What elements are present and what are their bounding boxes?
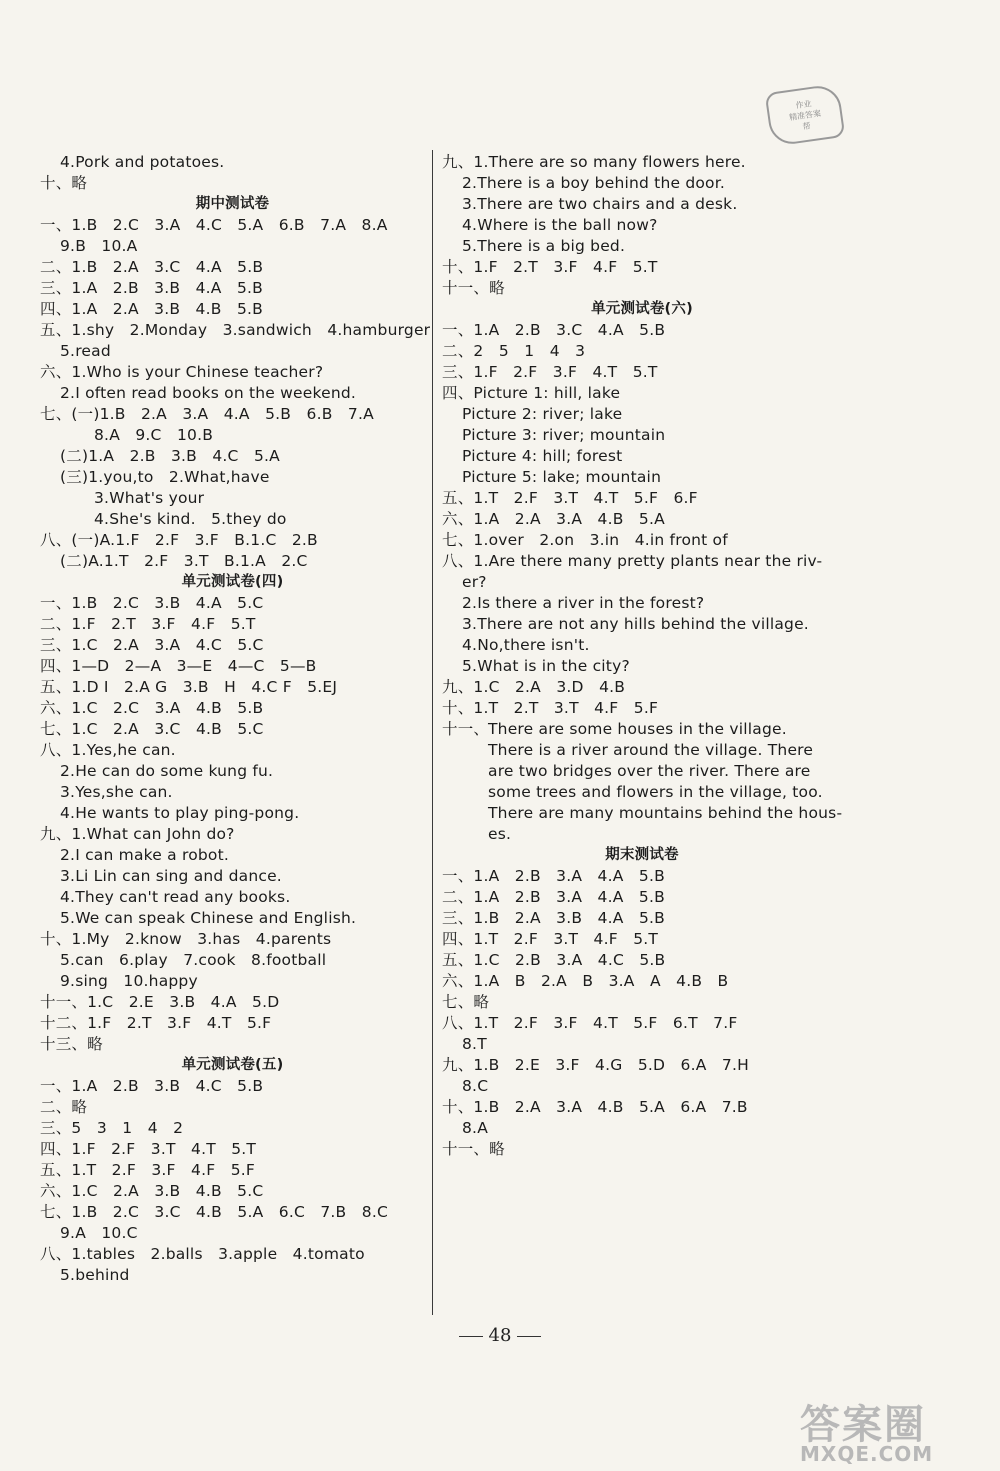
answer-line: 5.What is in the city? <box>462 657 630 675</box>
stamp-line-2: 精准答案 <box>788 108 822 122</box>
answer-line: 一、1.A 2.B 3.B 4.C 5.B <box>40 1077 264 1095</box>
answer-line: 五、1.shy 2.Monday 3.sandwich 4.hamburger <box>40 321 431 339</box>
section-title: 单元测试卷(四) <box>181 574 284 590</box>
answer-line: 十、1.T 2.T 3.T 4.F 5.F <box>442 699 659 717</box>
answer-line: 十、1.F 2.T 3.F 4.F 5.T <box>442 258 658 276</box>
answer-line: Picture 3: river; mountain <box>462 426 666 444</box>
dash-left <box>459 1336 483 1337</box>
answer-line: 5.behind <box>60 1266 130 1284</box>
answer-line: 三、1.B 2.A 3.B 4.A 5.B <box>442 909 665 927</box>
answer-line: 4.She's kind. 5.they do <box>94 510 287 528</box>
answer-line: 八、1.T 2.F 3.F 4.T 5.F 6.T 7.F <box>442 1014 738 1032</box>
essay-line: are two bridges over the river. There are <box>488 762 811 780</box>
answer-line: 4.He wants to play ping-pong. <box>60 804 300 822</box>
answer-line: Picture 4: hill; forest <box>462 447 623 465</box>
answer-line: 5.We can speak Chinese and English. <box>60 909 357 927</box>
answer-line: 三、1.C 2.A 3.A 4.C 5.C <box>40 636 264 654</box>
answer-line: 2.There is a boy behind the door. <box>462 174 726 192</box>
answer-line: 八、(一)A.1.F 2.F 3.F B.1.C 2.B <box>40 531 318 549</box>
essay-line: There is a river around the village. There <box>488 741 814 759</box>
answer-line: 六、1.A B 2.A B 3.A A 4.B B <box>442 972 729 990</box>
answer-line: 5.read <box>60 342 111 360</box>
essay-label: 十一、 <box>442 720 490 738</box>
answer-line: 二、1.B 2.A 3.C 4.A 5.B <box>40 258 264 276</box>
section-title: 单元测试卷(五) <box>181 1057 284 1073</box>
answer-line: 十三、略 <box>40 1035 103 1053</box>
answer-line: 二、1.F 2.T 3.F 4.F 5.T <box>40 615 256 633</box>
answer-line: 三、1.F 2.F 3.F 4.T 5.T <box>442 363 658 381</box>
answer-line: 五、1.C 2.B 3.A 4.C 5.B <box>442 951 666 969</box>
answer-line: 七、1.B 2.C 3.C 4.B 5.A 6.C 7.B 8.C <box>40 1203 388 1221</box>
answer-line: 3.Li Lin can sing and dance. <box>60 867 282 885</box>
section-title: 期末测试卷 <box>605 847 679 863</box>
answer-line: (二)1.A 2.B 3.B 4.C 5.A <box>60 447 280 465</box>
answer-line: 八、1.tables 2.balls 3.apple 4.tomato <box>40 1245 365 1263</box>
answer-line: 十、1.B 2.A 3.A 4.B 5.A 6.A 7.B <box>442 1098 748 1116</box>
answer-line: 十一、略 <box>442 279 505 297</box>
essay-line: es. <box>488 825 512 843</box>
answer-line: 十、1.My 2.know 3.has 4.parents <box>40 930 332 948</box>
answer-line: 十二、1.F 2.T 3.F 4.T 5.F <box>40 1014 272 1032</box>
answer-line: 一、1.A 2.B 3.A 4.A 5.B <box>442 867 665 885</box>
answer-line: 七、1.C 2.A 3.C 4.B 5.C <box>40 720 264 738</box>
corner-stamp-logo <box>765 83 846 147</box>
answer-line: (三)1.you,to 2.What,have <box>60 468 270 486</box>
answer-line: 2.I often read books on the weekend. <box>60 384 357 402</box>
answer-line: er? <box>462 573 487 591</box>
answer-line: 4.They can't read any books. <box>60 888 291 906</box>
answer-line: 8.T <box>462 1035 487 1053</box>
answer-line: 四、1—D 2—A 3—E 4—C 5—B <box>40 657 317 675</box>
answer-line: 九、1.B 2.E 3.F 4.G 5.D 6.A 7.H <box>442 1056 749 1074</box>
answer-line: 三、5 3 1 4 2 <box>40 1119 184 1137</box>
answer-line: 5.There is a big bed. <box>462 237 626 255</box>
left-column <box>40 152 431 1286</box>
section-title: 单元测试卷(六) <box>591 301 693 317</box>
answer-line: Picture 2: river; lake <box>462 405 623 423</box>
answer-line: 二、2 5 1 4 3 <box>442 342 586 360</box>
answer-line: 五、1.T 2.F 3.T 4.T 5.F 6.F <box>442 489 698 507</box>
essay-line: There are some houses in the village. <box>488 720 787 738</box>
answer-line: 四、1.F 2.F 3.T 4.T 5.T <box>40 1140 257 1158</box>
answer-line: 2.Is there a river in the forest? <box>462 594 705 612</box>
essay-text <box>442 719 842 845</box>
answer-line: 一、1.A 2.B 3.C 4.A 5.B <box>442 321 666 339</box>
answer-line: 四、1.T 2.F 3.T 4.F 5.T <box>442 930 659 948</box>
answer-line: 八、1.Are there many pretty plants near the riv- <box>442 552 823 570</box>
answer-line: 4.Where is the ball now? <box>462 216 658 234</box>
answer-line: 2.He can do some kung fu. <box>60 762 274 780</box>
answer-line: 五、1.T 2.F 3.F 4.F 5.F <box>40 1161 255 1179</box>
answer-line: 9.sing 10.happy <box>60 972 198 990</box>
dash-right <box>517 1336 541 1337</box>
watermark-small: MXQE.COM <box>800 1442 934 1466</box>
answer-line: Picture 5: lake; mountain <box>462 468 662 486</box>
answer-line: 九、1.What can John do? <box>40 825 235 843</box>
answer-line: 8.A <box>462 1119 488 1137</box>
answer-line: 六、1.C 2.C 3.A 4.B 5.B <box>40 699 264 717</box>
answer-line: 十一、1.C 2.E 3.B 4.A 5.D <box>40 993 280 1011</box>
answer-line: 3.Yes,she can. <box>60 783 173 801</box>
answer-line: 4.No,there isn't. <box>462 636 590 654</box>
answer-line: 九、1.There are so many flowers here. <box>442 153 746 171</box>
answer-line: 二、1.A 2.B 3.A 4.A 5.B <box>442 888 665 906</box>
watermark-logo <box>800 1402 995 1466</box>
watermark-big: 答案圈 <box>800 1402 926 1448</box>
section-title: 期中测试卷 <box>195 196 270 212</box>
stamp-line-3: 帮 <box>801 120 812 131</box>
answer-line: (二)A.1.T 2.F 3.T B.1.A 2.C <box>60 552 308 570</box>
answer-line: 七、1.over 2.on 3.in 4.in front of <box>442 531 728 549</box>
page-number-text: 48 <box>488 1325 512 1346</box>
answer-line: 一、1.B 2.C 3.B 4.A 5.C <box>40 594 264 612</box>
answer-line: 8.C <box>462 1077 489 1095</box>
answer-line: 十一、略 <box>442 1140 505 1158</box>
answer-line: 8.A 9.C 10.B <box>94 426 214 444</box>
column-divider <box>432 150 433 1315</box>
stamp-line-1: 作业 <box>794 98 813 110</box>
answer-line: 四、1.A 2.A 3.B 4.B 5.B <box>40 300 263 318</box>
answer-line: 六、1.C 2.A 3.B 4.B 5.C <box>40 1182 264 1200</box>
answer-line: 3.What's your <box>94 489 205 507</box>
answer-line: 4.Pork and potatoes. <box>60 153 225 171</box>
answer-line: 五、1.D I 2.A G 3.B H 4.C F 5.EJ <box>40 678 338 696</box>
answer-line: 9.A 10.C <box>60 1224 138 1242</box>
answer-line: 九、1.C 2.A 3.D 4.B <box>442 678 626 696</box>
right-column-top <box>442 152 842 719</box>
right-column <box>442 152 842 1160</box>
answer-line: 9.B 10.A <box>60 237 138 255</box>
answer-line: 七、(一)1.B 2.A 3.A 4.A 5.B 6.B 7.A <box>40 405 374 423</box>
answer-line: 七、略 <box>442 993 490 1011</box>
essay-line: some trees and flowers in the village, too. <box>488 783 823 801</box>
answer-line: 六、1.A 2.A 3.A 4.B 5.A <box>442 510 665 528</box>
answer-line: 十、略 <box>40 174 88 192</box>
answer-line: 一、1.B 2.C 3.A 4.C 5.A 6.B 7.A 8.A <box>40 216 388 234</box>
essay-block <box>442 719 842 845</box>
answer-line: 3.There are two chairs and a desk. <box>462 195 738 213</box>
answer-line: 5.can 6.play 7.cook 8.football <box>60 951 327 969</box>
essay-line: There are many mountains behind the hous- <box>488 804 843 822</box>
answer-line: 四、Picture 1: hill, lake <box>442 384 621 402</box>
answer-line: 三、1.A 2.B 3.B 4.A 5.B <box>40 279 263 297</box>
answer-line: 八、1.Yes,he can. <box>40 741 176 759</box>
right-column-bottom <box>442 845 842 1160</box>
answer-line: 2.I can make a robot. <box>60 846 230 864</box>
answer-line: 3.There are not any hills behind the village. <box>462 615 809 633</box>
answer-line: 六、1.Who is your Chinese teacher? <box>40 363 324 381</box>
page-number <box>0 1325 1000 1346</box>
answer-line: 二、略 <box>40 1098 88 1116</box>
